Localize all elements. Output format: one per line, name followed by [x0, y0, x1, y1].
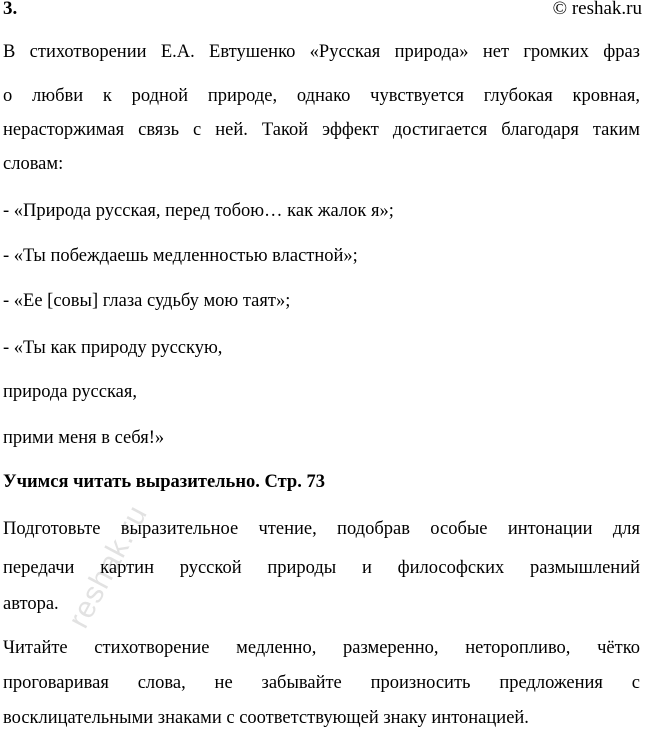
paragraph-line: словам:: [3, 154, 64, 174]
quote-line: - «Ее [совы] глаза судьбу мою таят»;: [3, 291, 291, 311]
quote-line: - «Ты как природу русскую,: [3, 338, 223, 358]
paragraph-line: Читайте стихотворение медленно, размеренно, неторопливо, чётко: [3, 638, 640, 658]
paragraph-line: В стихотворении Е.А. Евтушенко «Русская природа» нет громких фраз: [3, 42, 640, 62]
paragraph-line: автора.: [3, 594, 59, 614]
site-copyright[interactable]: © reshak.ru: [552, 0, 642, 19]
paragraph-line: о любви к родной природе, однако чувствуется глубокая кровная,: [3, 86, 640, 106]
paragraph-line: проговаривая слова, не забывайте произносить предложения с: [3, 673, 640, 693]
quote-line: природа русская,: [3, 382, 137, 402]
task-number: 3.: [3, 0, 18, 19]
watermark: reshak.ru: [62, 499, 155, 634]
paragraph-line: передачи картин русской природы и философских размышлений: [3, 558, 640, 578]
page-header: [3, 0, 642, 24]
section-heading: Учимся читать выразительно. Стр. 73: [3, 472, 325, 492]
quote-line: прими меня в себя!»: [3, 428, 165, 448]
quote-line: - «Ты побеждаешь медленностью властной»;: [3, 246, 358, 266]
paragraph-line: восклицательными знаками с соответствующей знаку интонацией.: [3, 708, 529, 728]
paragraph-line: Подготовьте выразительное чтение, подобрав особые интонации для: [3, 519, 640, 539]
quote-line: - «Природа русская, перед тобою… как жалок я»;: [3, 201, 394, 221]
paragraph-line: нерасторжимая связь с ней. Такой эффект достигается благодаря таким: [3, 120, 640, 140]
